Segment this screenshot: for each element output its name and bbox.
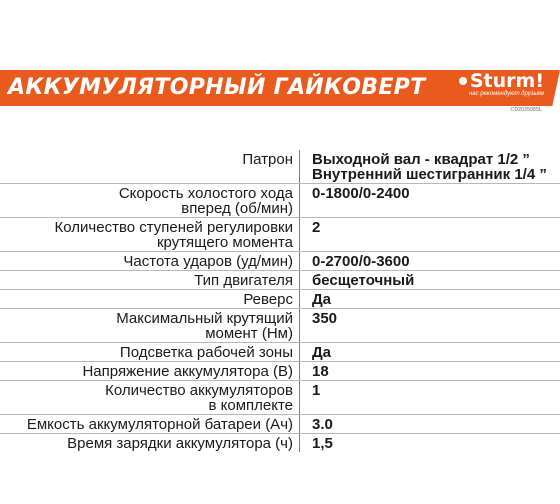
spec-value-line: Выходной вал - квадрат 1/2 ” xyxy=(312,151,530,168)
spec-label xyxy=(0,415,300,433)
spec-value-line: 3.0 xyxy=(312,416,333,433)
spec-value-line: Внутренний шестигранник 1/4 ” xyxy=(312,166,547,183)
spec-label-line: Емкость аккумуляторной батареи (Ач) xyxy=(26,416,293,433)
spec-row xyxy=(0,309,560,343)
spec-row xyxy=(0,362,560,381)
spec-label-line: Патрон xyxy=(242,151,293,168)
spec-label xyxy=(0,362,300,380)
spec-value-line: 1,5 xyxy=(312,435,333,452)
spec-label-line: Количество аккумуляторов xyxy=(105,382,293,399)
spec-label-line: вперед (об/мин) xyxy=(181,200,293,217)
spec-label-line: Реверс xyxy=(243,291,293,308)
page-title: АККУМУЛЯТОРНЫЙ ГАЙКОВЕРТ xyxy=(8,75,426,100)
spec-label xyxy=(0,434,300,452)
spec-label-line: момент (Нм) xyxy=(205,325,293,342)
spec-label xyxy=(0,271,300,289)
spec-value xyxy=(300,309,560,342)
spec-label xyxy=(0,184,300,217)
logo-tagline: нас рекомендуют друзьям xyxy=(468,91,544,97)
spec-row xyxy=(0,218,560,252)
product-code: CD2035085L xyxy=(510,107,542,113)
spec-value-line: 350 xyxy=(312,310,338,327)
spec-value xyxy=(300,150,560,183)
spec-value xyxy=(300,252,560,270)
spec-row xyxy=(0,343,560,362)
spec-value xyxy=(300,362,560,380)
spec-row xyxy=(0,184,560,218)
spec-label-line: в комплекте xyxy=(208,397,293,414)
spec-value xyxy=(300,290,560,308)
spec-value-line: Да xyxy=(312,291,332,308)
spec-value xyxy=(300,184,560,217)
spec-row xyxy=(0,290,560,309)
logo-dot-icon xyxy=(459,77,467,85)
spec-label xyxy=(0,150,300,183)
spec-label-line: крутящего момента xyxy=(156,234,293,251)
spec-value xyxy=(300,434,560,452)
spec-label-line: Максимальный крутящий xyxy=(116,310,293,327)
spec-label-line: Частота ударов (уд/мин) xyxy=(123,253,293,270)
spec-label-line: Подсветка рабочей зоны xyxy=(119,344,293,361)
spec-label-line: Количество ступеней регулировки xyxy=(54,219,293,236)
spec-value-line: Да xyxy=(312,344,332,361)
brand-logo xyxy=(444,71,544,98)
spec-value xyxy=(300,415,560,433)
spec-value-line: 0-2700/0-3600 xyxy=(312,253,410,270)
spec-label xyxy=(0,252,300,270)
spec-label xyxy=(0,381,300,414)
spec-value-line: 0-1800/0-2400 xyxy=(312,185,410,202)
spec-value xyxy=(300,271,560,289)
spec-label-line: Тип двигателя xyxy=(194,272,293,289)
spec-value xyxy=(300,343,560,361)
spec-value-line: 2 xyxy=(312,219,321,236)
spec-value xyxy=(300,218,560,251)
spec-row xyxy=(0,434,560,452)
spec-row xyxy=(0,381,560,415)
spec-row xyxy=(0,415,560,434)
spec-label-line: Напряжение аккумулятора (В) xyxy=(82,363,293,380)
spec-value-line: бесщеточный xyxy=(312,272,415,289)
spec-table xyxy=(0,150,560,452)
spec-value-line: 1 xyxy=(312,382,321,399)
spec-label-line: Скорость холостого хода xyxy=(118,185,293,202)
logo-text: Sturm! xyxy=(469,70,544,92)
spec-label xyxy=(0,218,300,251)
spec-label xyxy=(0,290,300,308)
spec-value-line: 18 xyxy=(312,363,329,380)
spec-value xyxy=(300,381,560,414)
spec-row xyxy=(0,252,560,271)
spec-row xyxy=(0,271,560,290)
spec-row xyxy=(0,150,560,184)
spec-label xyxy=(0,309,300,342)
spec-label xyxy=(0,343,300,361)
spec-label-line: Время зарядки аккумулятора (ч) xyxy=(67,435,293,452)
